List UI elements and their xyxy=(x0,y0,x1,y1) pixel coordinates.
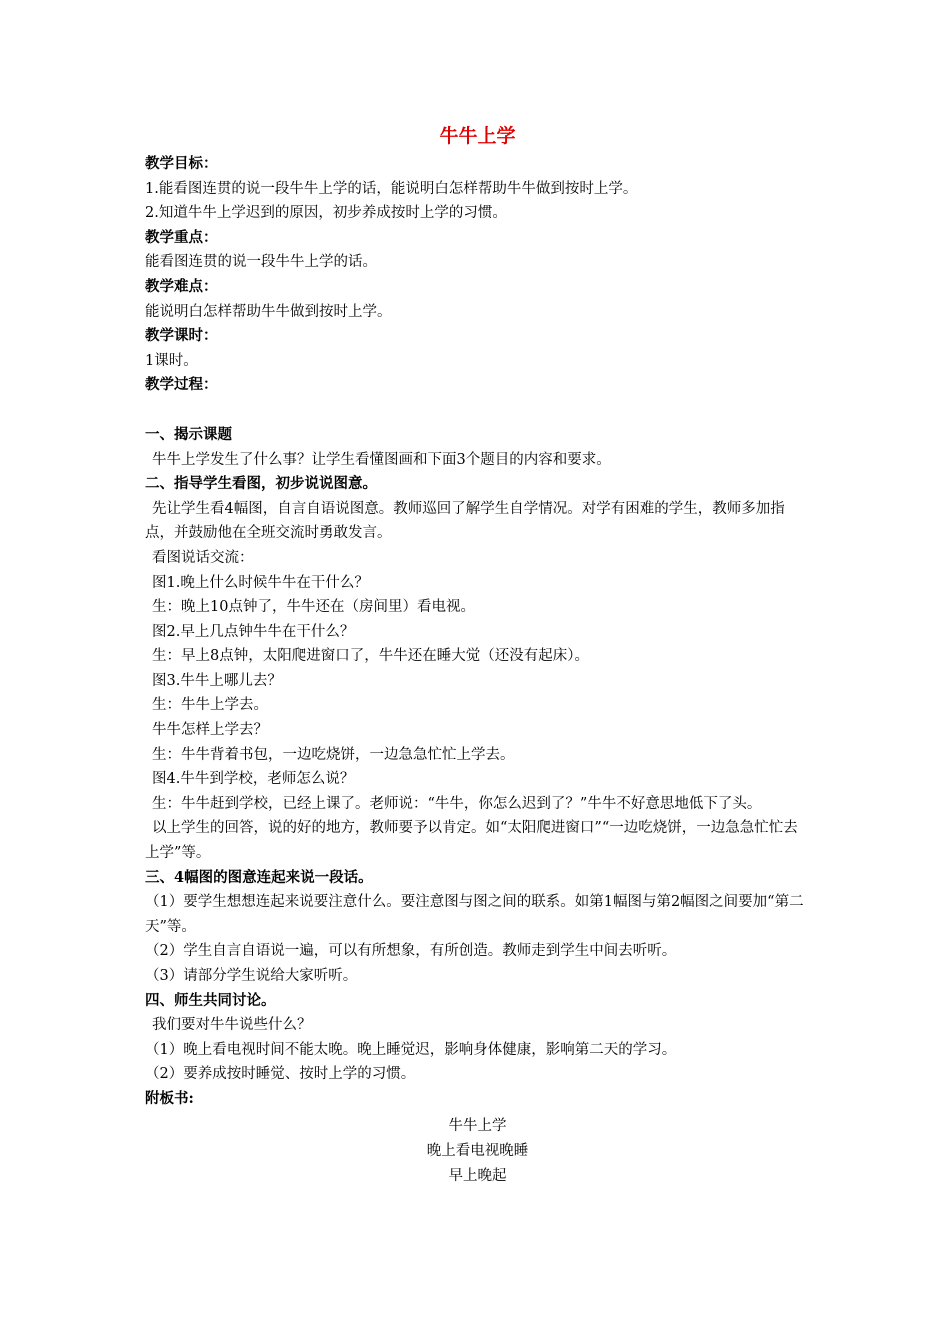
section2-intro-text: 先让学生看4幅图，自言自语说图意。教师巡回了解学生自学情况。对学有困难的学生，教师多加指点，并鼓励他在全班交流时勇敢发言。 xyxy=(145,500,785,542)
section4-heading: 四、师生共同讨论。 xyxy=(145,991,276,1009)
section3-item: （2）学生自言自语说一遍，可以有所想象，有所创造。教师走到学生中间去听听。 xyxy=(145,943,677,960)
section4-line: （2）要养成按时睡觉、按时上学的习惯。 xyxy=(145,1066,416,1083)
section1-heading: 一、揭示课题 xyxy=(145,425,232,443)
objectives-heading: 教学目标： xyxy=(145,155,218,172)
section2-intro xyxy=(145,497,810,546)
section2-summary xyxy=(145,816,810,865)
section1-text: 牛牛上学发生了什么事？让学生看懂图画和下面3个题目的内容和要求。 xyxy=(152,451,611,468)
section3-item: （3）请部分学生说给大家听听。 xyxy=(145,968,358,984)
section3-heading: 三、4幅图的图意连起来说一段话。 xyxy=(145,868,373,886)
objective-item: 1.能看图连贯的说一段牛牛上学的话，能说明白怎样帮助牛牛做到按时上学。 xyxy=(145,180,638,197)
key-points-heading: 教学重点： xyxy=(145,228,218,246)
board-heading: 附板书: xyxy=(145,1089,194,1107)
spacer xyxy=(145,398,810,423)
document-title: 牛牛上学 xyxy=(439,125,516,147)
process-heading: 教学过程： xyxy=(145,376,218,394)
dialog-line: 图1.晚上什么时候牛牛在干什么？ xyxy=(152,574,369,591)
dialog-line: 图3.牛牛上哪儿去？ xyxy=(152,672,282,689)
dialog-answer4 xyxy=(145,792,810,817)
dialog-answer4-text: 生：牛牛赶到学校，已经上课了。老师说：“牛牛，你怎么迟到了？”牛牛不好意思地低下了头。 xyxy=(152,795,762,812)
dialog-line: 生：牛牛背着书包，一边吃烧饼，一边急急忙忙上学去。 xyxy=(152,746,515,763)
section3-item: （1）要学生想想连起来说要注意什么。要注意图与图之间的联系。如第1幅图与第2幅图之间要加“第二天”等。 xyxy=(145,894,804,935)
section4-line: 我们要对牛牛说些什么？ xyxy=(152,1017,312,1034)
board-content xyxy=(145,1114,810,1189)
dialog-line: 生：晚上10点钟了，牛牛还在（房间里）看电视。 xyxy=(152,599,475,616)
difficulties-text: 能说明白怎样帮助牛牛做到按时上学。 xyxy=(145,303,392,320)
dialog-line: 图2.早上几点钟牛牛在干什么？ xyxy=(152,623,355,640)
difficulties-heading: 教学难点： xyxy=(145,277,218,295)
dialog-line: 看图说话交流： xyxy=(152,549,254,566)
objective-item: 2.知道牛牛上学迟到的原因，初步养成按时上学的习惯。 xyxy=(145,205,507,222)
board-line: 晚上看电视晚睡 xyxy=(426,1142,529,1159)
lesson-document xyxy=(145,120,810,1189)
board-line: 牛牛上学 xyxy=(448,1117,507,1134)
dialog-line: 牛牛怎样上学去？ xyxy=(152,722,268,739)
section4-line: （1）晚上看电视时间不能太晚。晚上睡觉迟，影响身体健康，影响第二天的学习。 xyxy=(145,1041,677,1058)
section2-summary-text: 以上学生的回答，说的好的地方，教师要予以肯定。如“太阳爬进窗口”“一边吃烧饼，一边急急忙忙去上学”等。 xyxy=(145,820,798,862)
hours-heading: 教学课时： xyxy=(145,327,218,345)
section2-heading: 二、指导学生看图，初步说说图意。 xyxy=(145,475,377,493)
hours-text: 1课时。 xyxy=(145,352,198,369)
key-points-text: 能看图连贯的说一段牛牛上学的话。 xyxy=(145,254,377,271)
dialog-line: 图4.牛牛到学校，老师怎么说？ xyxy=(152,771,355,788)
dialog-line: 生：牛牛上学去。 xyxy=(152,697,268,714)
dialog-line: 生：早上8点钟，太阳爬进窗口了，牛牛还在睡大觉（还没有起床）。 xyxy=(152,648,589,665)
board-line: 早上晚起 xyxy=(448,1167,507,1184)
